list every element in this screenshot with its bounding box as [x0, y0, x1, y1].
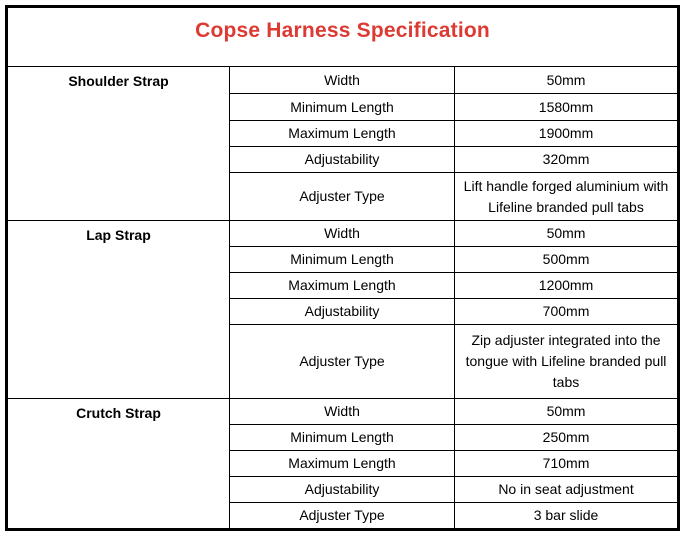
- attribute-cell: Adjuster Type: [230, 325, 455, 399]
- value-cell: 500mm: [455, 247, 679, 273]
- section-name-cell: Shoulder Strap: [7, 67, 230, 221]
- attribute-cell: Width: [230, 67, 455, 94]
- attribute-cell: Width: [230, 399, 455, 425]
- attribute-cell: Adjuster Type: [230, 503, 455, 530]
- value-cell: 1200mm: [455, 273, 679, 299]
- value-cell: Zip adjuster integrated into the tongue with Lifeline branded pull tabs: [455, 325, 679, 399]
- attribute-cell: Adjuster Type: [230, 173, 455, 221]
- title-row: [7, 7, 679, 67]
- table-row: [7, 399, 679, 425]
- attribute-cell: Minimum Length: [230, 425, 455, 451]
- attribute-cell: Maximum Length: [230, 273, 455, 299]
- value-cell: 320mm: [455, 147, 679, 173]
- attribute-cell: Adjustability: [230, 147, 455, 173]
- attribute-cell: Maximum Length: [230, 121, 455, 147]
- attribute-cell: Minimum Length: [230, 247, 455, 273]
- value-cell: 50mm: [455, 221, 679, 247]
- value-cell: 1580mm: [455, 94, 679, 121]
- table-row: [7, 221, 679, 247]
- value-cell: No in seat adjustment: [455, 477, 679, 503]
- attribute-cell: Minimum Length: [230, 94, 455, 121]
- value-cell: 710mm: [455, 451, 679, 477]
- spec-table: [5, 5, 680, 531]
- value-cell: 250mm: [455, 425, 679, 451]
- attribute-cell: Adjustability: [230, 477, 455, 503]
- attribute-cell: Adjustability: [230, 299, 455, 325]
- section-name-cell: Crutch Strap: [7, 399, 230, 530]
- section-name-cell: Lap Strap: [7, 221, 230, 399]
- value-cell: 50mm: [455, 399, 679, 425]
- table-row: [7, 67, 679, 94]
- attribute-cell: Maximum Length: [230, 451, 455, 477]
- value-cell: Lift handle forged aluminium with Lifeline branded pull tabs: [455, 173, 679, 221]
- attribute-cell: Width: [230, 221, 455, 247]
- page-title: Copse Harness Specification: [7, 7, 679, 67]
- value-cell: 3 bar slide: [455, 503, 679, 530]
- value-cell: 50mm: [455, 67, 679, 94]
- value-cell: 700mm: [455, 299, 679, 325]
- value-cell: 1900mm: [455, 121, 679, 147]
